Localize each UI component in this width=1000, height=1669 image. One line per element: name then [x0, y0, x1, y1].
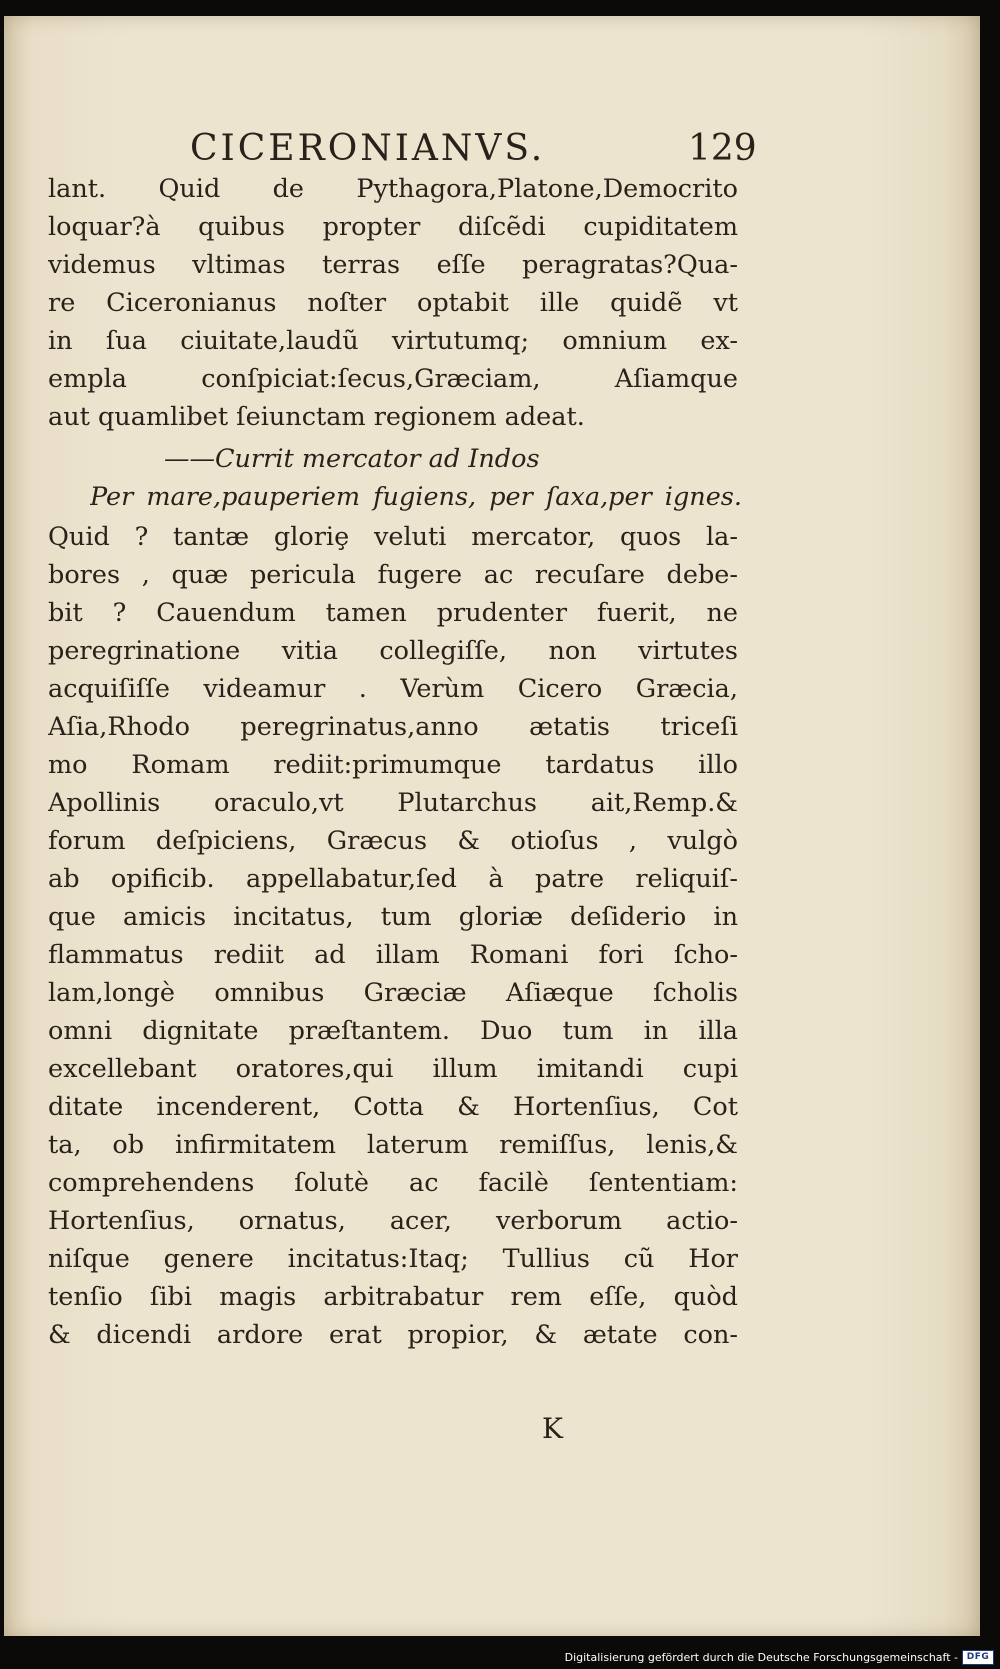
text-line: bores , quæ pericula fugere ac recuſare debe- [48, 560, 738, 590]
text-line: ta, ob infirmitatem laterum remiſſus, lenis,& [48, 1130, 738, 1160]
text-line: tenſio ſibi magis arbitrabatur rem eſſe, quòd [48, 1282, 738, 1312]
text-line: mo Romam rediit:primumque tardatus illo [48, 750, 738, 780]
text-line: Quid ? tantæ gloriȩ veluti mercator, quos la- [48, 522, 738, 552]
text-line: empla conſpiciat:ſecus,Græciam, Aſiamque [48, 364, 738, 394]
text-line: & dicendi ardore erat propior, & ætate con- [48, 1320, 738, 1350]
digitization-footer [0, 1646, 1000, 1669]
text-line: flammatus rediit ad illam Romani fori ſcho- [48, 940, 738, 970]
text-line: que amicis incitatus, tum gloriæ deſiderio in [48, 902, 738, 932]
signature-mark: K [542, 1412, 563, 1445]
text-line: excellebant oratores,qui illum imitandi cupi [48, 1054, 738, 1084]
text-line: bit ? Cauendum tamen prudenter fuerit, ne [48, 598, 738, 628]
page-number: 129 [688, 128, 757, 169]
text-line: niſque genere incitatus:Itaq; Tullius cũ Hor [48, 1244, 738, 1274]
text-line: aut quamlibet ſeiunctam regionem adeat. [48, 402, 585, 432]
text-line: re Ciceronianus noſter optabit ille quidẽ vt [48, 288, 738, 318]
text-line: in ſua ciuitate,laudũ virtutumq; omnium ex- [48, 326, 738, 356]
text-line: acquiſiſſe videamur . Verùm Cicero Græcia, [48, 674, 738, 704]
text-line: Aſia,Rhodo peregrinatus,anno ætatis triceſi [48, 712, 738, 742]
running-head: CICERONIANVS. [190, 128, 546, 169]
text-line: ab opificib. appellabatur,ſed à patre reliquiſ- [48, 864, 738, 894]
funding-credit: Digitalisierung gefördert durch die Deutsche Forschungsgemeinschaft - [564, 1651, 958, 1664]
text-line: Apollinis oraculo,vt Plutarchus ait,Remp.& [48, 788, 738, 818]
dfg-logo-icon: DFG [962, 1650, 994, 1665]
page-header [4, 124, 980, 174]
book-page [4, 16, 980, 1636]
text-line: lant. Quid de Pythagora,Platone,Democrito [48, 174, 738, 204]
text-line: loquar?à quibus propter diſcẽdi cupiditatem [48, 212, 738, 242]
text-line: videmus vltimas terras eſſe peragratas?Qua- [48, 250, 738, 280]
text-line: lam,longè omnibus Græciæ Aſiæque ſcholis [48, 978, 738, 1008]
text-line: ditate incenderent, Cotta & Hortenſius, Cot [48, 1092, 738, 1122]
verse-quotation-line: ——Currit mercator ad Indos [164, 444, 540, 474]
text-line: peregrinatione vitia collegiſſe, non virtutes [48, 636, 738, 666]
text-line: omni dignitate præſtantem. Duo tum in illa [48, 1016, 738, 1046]
text-line: Hortenſius, ornatus, acer, verborum actio- [48, 1206, 738, 1236]
text-line: comprehendens ſolutè ac facilè ſententiam: [48, 1168, 738, 1198]
text-line: forum deſpiciens, Græcus & otioſus , vulgò [48, 826, 738, 856]
verse-quotation-line: Per mare,pauperiem fugiens, per ſaxa,per ignes. [90, 482, 742, 512]
